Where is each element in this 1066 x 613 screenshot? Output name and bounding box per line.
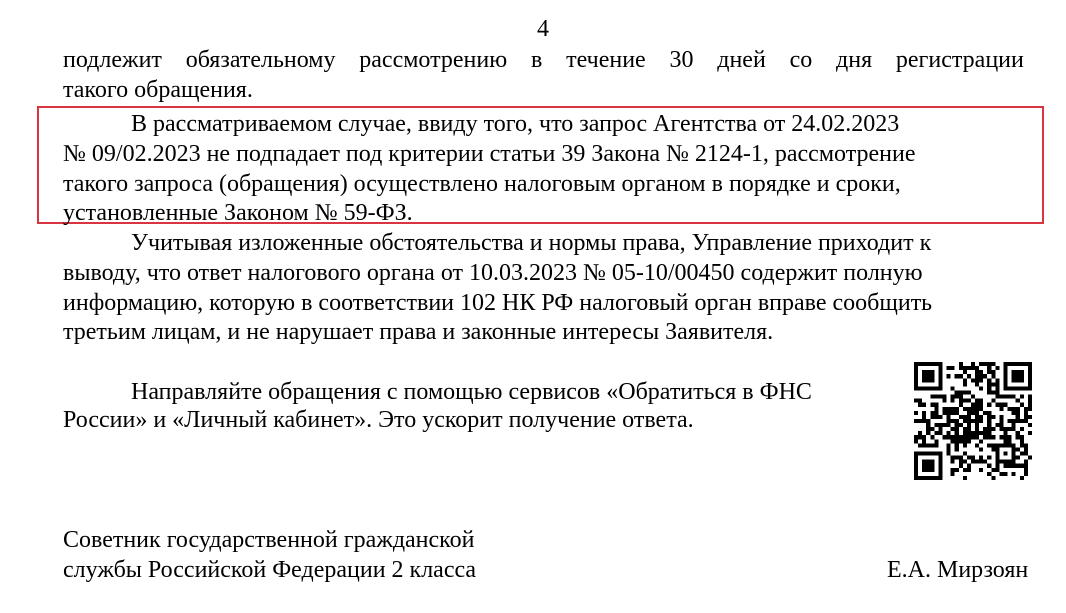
paragraph-3-line-4: третьим лицам, и не нарушает права и законные интересы Заявителя. [63, 319, 774, 345]
word: обязательному [185, 47, 336, 73]
word: в [530, 47, 543, 73]
page-number: 4 [537, 16, 549, 42]
signature-name: Е.А. Мирзоян [887, 557, 1029, 583]
paragraph-3-line-3: информацию, которую в соответствии 102 НК РФ налоговый орган вправе сообщить [63, 290, 933, 316]
highlighted-line-3: такого запроса (обращения) осуществлено налоговым органом в порядке и сроки, [63, 171, 901, 197]
paragraph-3-line-2: выводу, что ответ налогового органа от 10.03.2023 № 05-10/00450 содержит полную [63, 260, 923, 286]
word: дня [836, 47, 873, 73]
word: рассмотрению [359, 47, 508, 73]
paragraph-3-line-1: Учитывая изложенные обстоятельства и нормы права, Управление приходит к [131, 230, 932, 256]
paragraph-1-line-1 [63, 45, 1024, 75]
word: со [789, 47, 813, 73]
signature-position-line-2: службы Российской Федерации 2 класса [63, 557, 477, 583]
paragraph-1-line-2: такого обращения. [63, 77, 253, 103]
paragraph-4-line-2: России» и «Личный кабинет». Это ускорит получение ответа. [63, 407, 694, 433]
qr-code-icon [914, 362, 1032, 480]
highlighted-line-1: В рассматриваемом случае, ввиду того, что запрос Агентства от 24.02.2023 [131, 111, 900, 137]
signature-position-line-1: Советник государственной гражданской [63, 527, 475, 553]
highlighted-line-2: № 09/02.2023 не подпадает под критерии статьи 39 Закона № 2124-1, рассмотрение [63, 141, 916, 167]
word: подлежит [63, 47, 162, 73]
highlighted-line-4: установленные Законом № 59-ФЗ. [63, 200, 413, 226]
word: 30 [669, 47, 694, 73]
word: течение [566, 47, 646, 73]
paragraph-4-line-1: Направляйте обращения с помощью сервисов «Обратиться в ФНС [131, 379, 812, 405]
word: регистрации [895, 47, 1024, 73]
word: дней [717, 47, 766, 73]
